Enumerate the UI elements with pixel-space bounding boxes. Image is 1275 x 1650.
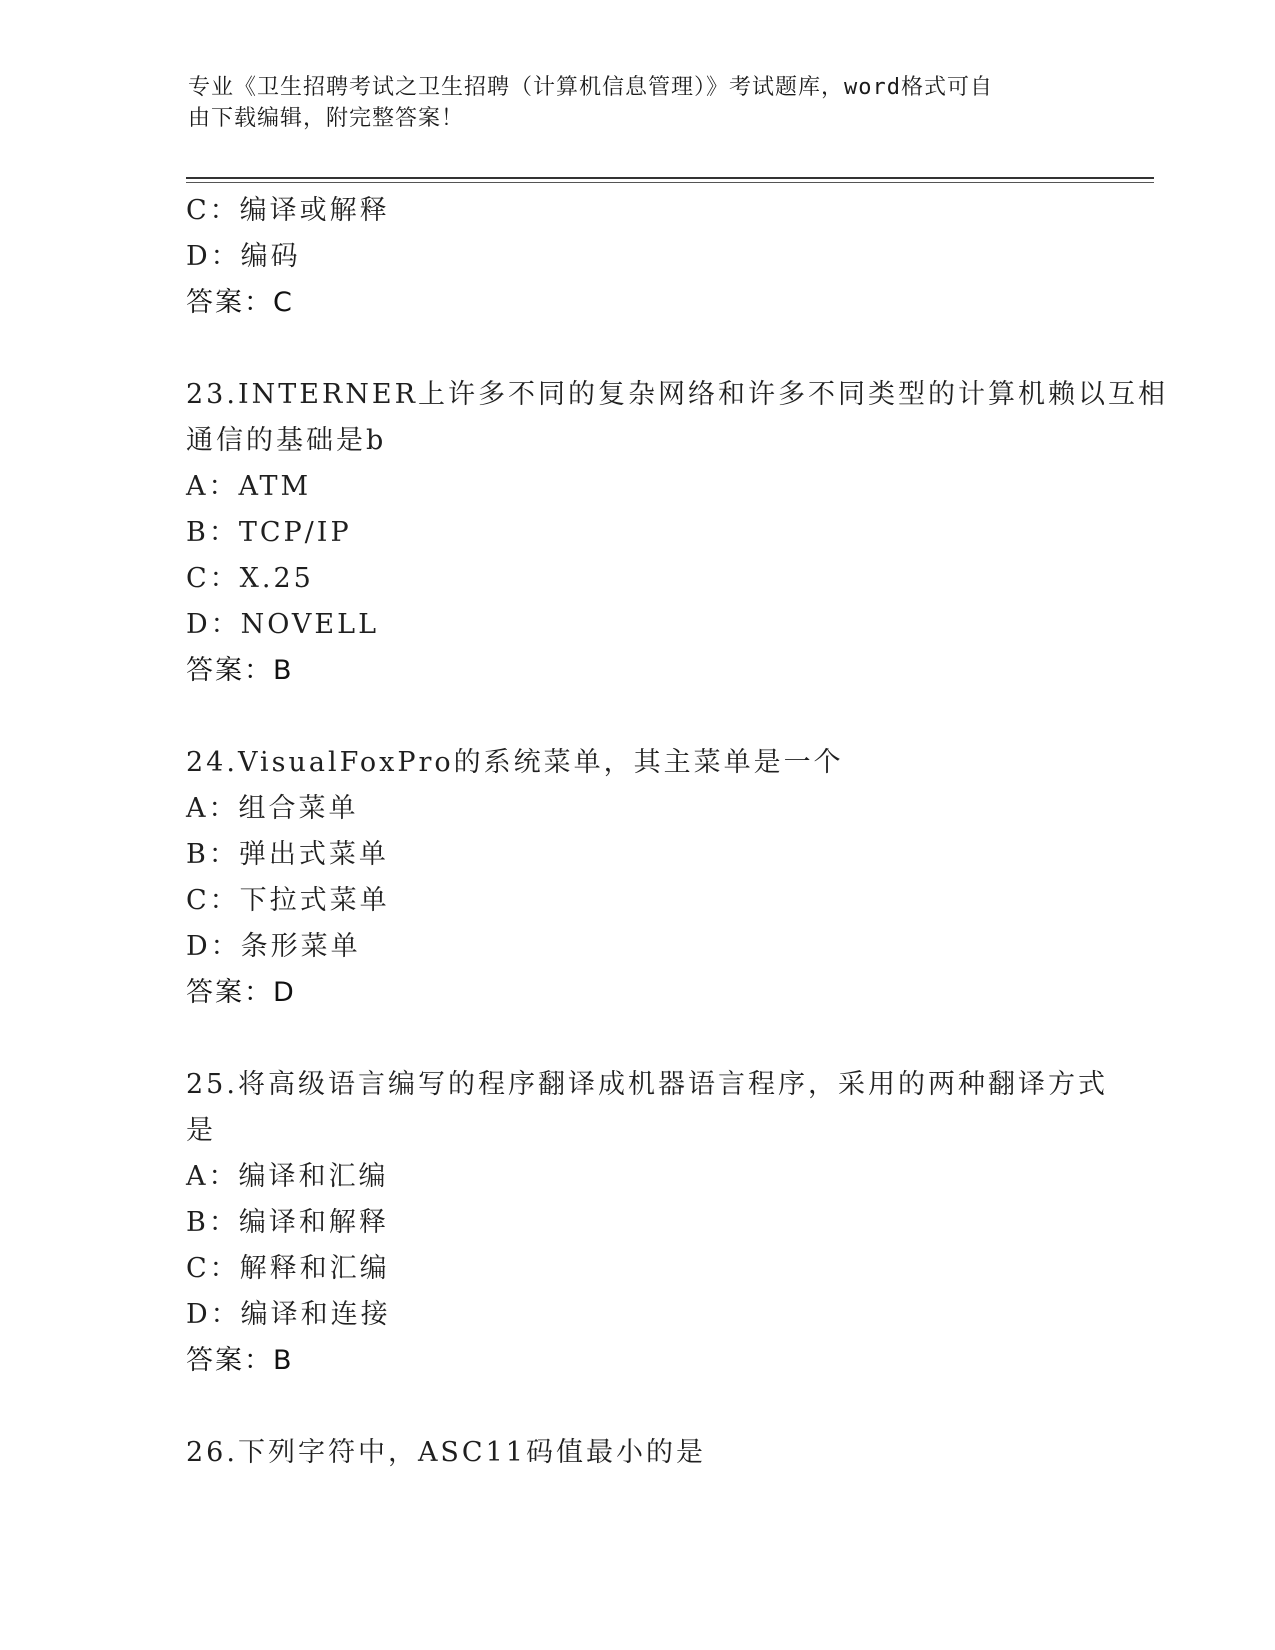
option-a: A：组合菜单 (186, 793, 359, 824)
question-25 (186, 1062, 1108, 1384)
spacer (186, 326, 1086, 372)
option-d: D：NOVELL (186, 609, 380, 640)
header-divider-thin (186, 182, 1154, 183)
answer-line: 答案：B (186, 1345, 294, 1376)
spacer (186, 694, 1086, 740)
question-list (186, 188, 1168, 1476)
spacer (186, 1384, 1086, 1430)
option-d: D：编译和连接 (186, 1299, 391, 1330)
option-d: D：条形菜单 (186, 931, 361, 962)
option-b: B：TCP/IP (186, 517, 352, 548)
question-stem: 是 (186, 1115, 216, 1146)
option-c: C：编译或解释 (186, 195, 390, 226)
question-26 (186, 1430, 1086, 1476)
page-header (188, 72, 1068, 134)
question-23 (186, 372, 1168, 694)
question-stem: 26.下列字符中，ASC11码值最小的是 (186, 1437, 706, 1468)
answer-line: 答案：D (186, 977, 296, 1008)
header-line-1: 专业《卫生招聘考试之卫生招聘（计算机信息管理）》考试题库，word格式可自 (188, 75, 993, 100)
question-stem: 24.VisualFoxPro的系统菜单，其主菜单是一个 (186, 747, 844, 778)
header-divider-thick (186, 177, 1154, 179)
answer-line: 答案：B (186, 655, 294, 686)
option-c: C：解释和汇编 (186, 1253, 390, 1284)
question-22-continued (186, 188, 1086, 326)
spacer (186, 1016, 1086, 1062)
option-c: C：下拉式菜单 (186, 885, 390, 916)
answer-line: 答案：C (186, 287, 294, 318)
option-d: D：编码 (186, 241, 301, 272)
question-stem: 通信的基础是b (186, 425, 387, 456)
option-b: B：编译和解释 (186, 1207, 389, 1238)
option-a: A：编译和汇编 (186, 1161, 389, 1192)
question-24 (186, 740, 1086, 1016)
option-a: A：ATM (186, 471, 312, 502)
header-line-2: 由下载编辑，附完整答案！ (188, 106, 465, 131)
question-stem: 23.INTERNER上许多不同的复杂网络和许多不同类型的计算机赖以互相 (186, 379, 1168, 410)
option-c: C：X.25 (186, 563, 314, 594)
option-b: B：弹出式菜单 (186, 839, 389, 870)
question-stem: 25.将高级语言编写的程序翻译成机器语言程序，采用的两种翻译方式 (186, 1069, 1108, 1100)
